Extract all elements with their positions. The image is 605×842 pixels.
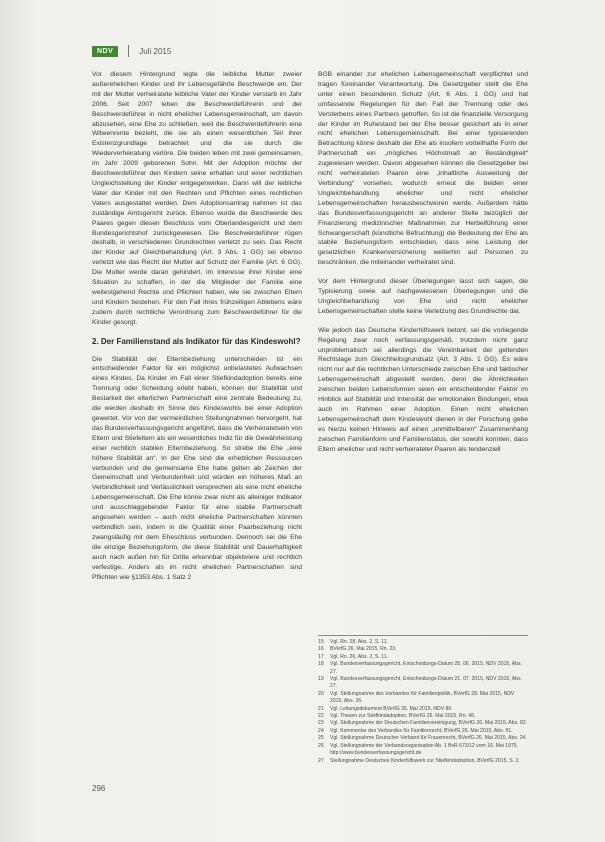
footnote-number: 25	[318, 735, 324, 742]
page-header	[92, 44, 171, 58]
footnote	[318, 639, 528, 646]
body-paragraph: Die Stabilität der Elternbeziehung unterscheiden ist ein entscheidender Faktor für ein möglichst unbelastetes Aufwachsen eines Kindes. Da Kinder im Fall einer Stiefkindadoption bereits eine Trennung oder Scheidung erlebt haben, können der Stabilität und Bestarkeit der elterlichen Partnerschaft eine zentrale Bedeutung zu, die werden deshalb im Sinne des Kindeswohls bei einer Adoption gewertet. Vor von der vermeintlichen Stellungnahmen hervorgeht, hat das Bundesverfassungsgericht angeführt, dass die Verheiratetsein von Eltern und Stiefeltern als ein wesentliches Indiz für die Gewährleistung einer rechtlich stabilen Elternbeziehung. So strebe die Ehe „eine höhere Stabilität an“. In der Ehe sind die erheblichen Ressourcen verbunden und die gemeinsame Ehe habe gelten ab Zeichen der Gemeinschaft und Verbundenheit und würden ein höheres Maß an Verbindlichkeit und Verlässlichkeit versprechen als eine nicht eheliche Lebensgemeinschaft. Die Ehe könne zwar nicht als alleiniger Indikator und ausschlaggebender Faktor für eine stabile Partnerschaft angesehen werden – auch nicht eheliche Partnerschaften könnten verbindlich sein, indem in die Qualität einer Paarbeziehung nicht zwangsläufig mit dem Eheschluss verbunden. Dennoch sei die Ehe die einzige Beziehungsform, die diese Stabilität und Dauerhaftigkeit auch nach außen hin für Dritte erkennbar objektiviere und rechtlich verfestige. Anders als im nicht ehelichen Partnerschaften sind Pflichten wie §1353 Abs. 1 Satz 2	[92, 355, 302, 581]
section-heading: 2. Der Familienstand als Indikator für das Kindeswohl?	[92, 336, 301, 346]
footnote-text: Vgl. Kommentar des Verbandes für Familienrecht, BVerfG 26. Mai 2015, Abs. 91.	[330, 727, 513, 734]
body-paragraph: Vor diesem Hintergrund legte die leibliche Mutter zweier außerehelichen Kinder und ihr Lebensgefährte Beschwerde ein. Der mit der Mutter verheiratete leibliche Vater der Kinder verstarb im Jahr 2006. Seit 2007 leben die Beschwerdeführerin und der Beschwerdeführer in nicht ehelicher Lebensgemeinschaft, um davon abzusehen, eine Ehe zu schließen, weil die Beschwerdeführerin eine Witwenrente bezieht, die sie als einen wesentlichen Teil ihrer Existenzgrundlage betrachtet und die sie durch die Wiederverheiratung verlöre. Die beiden leben mit zwei gemeinsamen, im Jahr 2009 geborenen Sohn. Mit der Adoption möchte der Beschwerdeführer den Kindern seine erhalten und einer rechtlichen Ungleichstellung der Kinder entgegenwirken. Dann will der leibliche Vater der Kinder mit den Rechten und Pflichten eines rechtlichen Vaters ausgestattet werden. Dem Adoptionsantrag nahmen ist das zuständige Amtsgericht zurück. Ebenso wurde die Beschwerde des Paares gegen diesen Beschluss vom Oberlandesgericht und dem Bundesgerichtshof zurückgewiesen. Die Beschwerdeführer rügen deshalb, in verschiedenen Grundrechten verletzt zu sein. Das Recht der Kinder auf Gleichbehandlung (Art. 3 Abs. 1 GG) sei ebenso verletzt wie das Recht der Mutter auf Schutz der Familie (Art. 6 GG). Die Mutter werde daran gehindert, im Interesse ihrer Kinder eine Situation zu schaffen, in der die Mitglieder der Familie eine weitestgehend Rechte und Pflichten haben, wie sie zwischen Eltern und Kindern bestehen. Für den Fall ihres frühzeitigen Ablebens wäre zudem durch rechtliche Verordnung zum Beschwerdeführer für die Kinder gesorgt.	[92, 71, 302, 326]
footnote-number: 16	[318, 646, 324, 653]
body-paragraph: BGB einander zur ehelichen Lebensgemeinschaft verpflichtet und tragen füreinander Verantwortung. Die Gesetzgeber stellt die Ehe unter einen besonderen Schutz (Art. 6 Abs. 1 GG) und hat umfassende Regelungen für den Fall der Trennung oder des Versterbens eines Partners getroffen. So ist die finanzielle Versorgung der Kinder im Ruhestand bei der Ehe besser gesichert als in einer nicht ehelichen Lebensgemeinschaft. Bei einer typisierenden Betrachtung könne deshalb der Ehe als insofern vorteilhafte Form der Partnerschaft ein „mögliches Höchstmaß an Beständigkeit“ zugewiesen werden. Davon abgesehen können die Gesetzgeber bei nicht verheirateten Paaren eine „inhaltliche Ausweitung der Verbindung“ vorsehen, wodurch erneut die beiden einer Ungleichbehandlung ehelicher und nicht ehelicher Lebensgemeinschaften herausbeschworen werde. Außerdem hätte das Bundesverfassungsgericht an anderer Stelle bezüglich der Finanzierung medizinischer Maßnahmen zur Herbeiführung einer Schwangerschaft (künstliche Befruchtung) die Bedeutung der Ehe als stabile Beziehungsform entschieden, dass eine Leistung der gesetzlichen Krankenversicherung weiterhin auf Personen zu beschränken, die miteinander verheiratet sind.	[318, 71, 528, 267]
footnote	[318, 646, 528, 653]
footnote-text: Vgl. Thesen zur Stiefkindadoption, BVerfG 26. Mai 2015, Rn. 46.	[330, 713, 476, 720]
footnote-number: 27	[318, 757, 324, 764]
footnote-number: 19	[318, 676, 324, 683]
footnote-text: BVerfG 26. Mai 2015, Rn. 23.	[330, 646, 397, 653]
footnote-text: Vgl. Leitungsdokument BVerfG 26. Mai 2015, NDV 86.	[330, 705, 453, 712]
footnote-text: Vgl. Stellungnahme der Deutschen Familienvereinigung, BVerfG 26. Mai 2015, Abs. 82.	[330, 720, 528, 727]
body-paragraph: Vor dem Hintergrund dieser Überlegungen lasst sich sagen, die Typisierung sowie auf nachgewiesenen Überlegungen und die Ungleichbehandlung von Ehe und nicht ehelicher Lebensgemeinschaften stelle keine Verletzung des Grundrechte dar.	[318, 278, 528, 315]
header-divider	[128, 45, 129, 57]
footnote	[318, 676, 528, 691]
footnote-number: 26	[318, 742, 324, 749]
journal-badge: NDV	[92, 46, 118, 57]
footnote-text: Vgl. Rn. 28, Abs. 2, S. 11.	[330, 639, 388, 645]
footnote	[318, 743, 528, 758]
left-column	[92, 70, 302, 591]
footnote	[318, 706, 528, 713]
footnote	[318, 758, 528, 765]
footnote-number: 18	[318, 661, 324, 668]
footnote-number: 21	[318, 705, 324, 712]
footnote	[318, 728, 528, 735]
footnote	[318, 691, 528, 706]
footnote-number: 22	[318, 713, 324, 720]
footnote-text: Stellungnahme Deutsches Kinderhilfswerk zur Stiefkindadoption, BVerfG 2015, S. 2.	[330, 757, 520, 764]
footnote-text: Vgl. Stellungnahme des Verbandes für Familienpolitik, BVerfG 28. Mai 2015, NDV 2015, Abs. 36.	[330, 690, 515, 705]
footnote-text: Vgl. Rn. 26, Abs. 2, S. 11.	[330, 653, 388, 660]
footnote	[318, 720, 528, 727]
footnote-text: Vgl. Stellungnahme Deutscher Verband für Frauenrecht, BVerfG 26. Mai 2015, Abs. 24.	[330, 735, 527, 742]
right-column	[318, 70, 528, 464]
footnote	[318, 661, 528, 676]
page-number: 296	[92, 784, 106, 793]
footnote-text: Vgl. Bundesverfassungsgericht, Entscheidungs-Datum 25. 06. 2015, NDV 2015, Abs. 27.	[330, 661, 522, 675]
footnote-text: Vgl. Bundesverfassungsgericht, Entscheidungs-Datum 21. 07. 2015, NDV 2015, Abs. 27.	[330, 676, 522, 690]
body-paragraph: Wie jedoch das Deutsche Kinderhilfswerk betont, sei die vorliegende Regelung zwar noch verfassungsgemäß, trotzdem nicht ganz unproblematisch sei allerdings die Vereinbarkeit der geltenden Rechtslage zum Gleichheitsgrundsatz (Art. 3 Abs. 1 GG). Es wäre nicht nur auf die rechtlichen Unterschiede zwischen Ehe und faktischer Lebensgemeinschaft abgestellt werden, denn die Ähnlichkeiten zwischen beiden Lebensformen seien ein entscheidender Faktor im Hinblick auf Stabilität und Intensität der emotionalen Bindungen, etwa auch im Rahmen einer Adoption. Einen nicht ehelichen Lebensgemeinschaft dem Kindeswohl dienen in der Forschung gebe es hierzu keinen Hinweis auf einen „unmittelbaren“ Zusammenhang zwischen Familienform und Familienstatus, der sowohl konnten, dass Eltern ehelicher und nicht verheirateter Paaren als tendenziell	[318, 326, 528, 453]
footnote-text: Vgl. Stellungnahme der Verbandsorganisation Ab. 1 BvR 673/12 vom 16. Mai 1975, http://www.bundesverfassungsgericht.de	[330, 742, 519, 757]
footnote-number: 24	[318, 727, 324, 734]
issue-date: Juli 2015	[139, 46, 172, 56]
footnote	[318, 654, 528, 661]
footnote	[318, 735, 528, 742]
footnote-number: 17	[318, 653, 324, 660]
footnote-number: 15	[318, 639, 324, 645]
footnote-number: 20	[318, 690, 324, 697]
footnote-number: 23	[318, 720, 324, 727]
footnotes	[318, 635, 528, 765]
footnote	[318, 713, 528, 720]
